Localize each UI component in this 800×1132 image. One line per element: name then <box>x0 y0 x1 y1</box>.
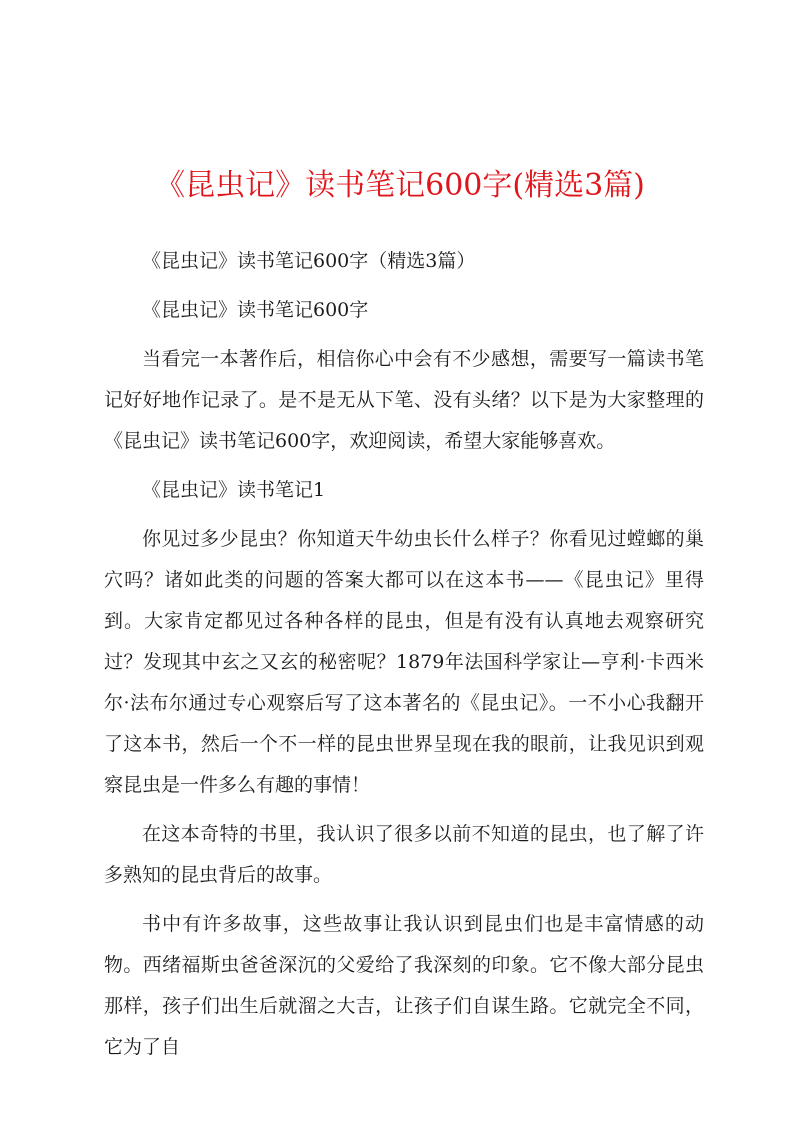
paragraph-subtitle: 《昆虫记》读书笔记600字（精选3篇） <box>142 250 476 272</box>
paragraph-heading: 《昆虫记》读书笔记600字 <box>142 299 369 321</box>
paragraph-section-heading: 《昆虫记》读书笔记1 <box>142 479 326 501</box>
paragraph-intro: 当看完一本著作后，相信你心中会有不少感想，需要写一篇读书笔记好好地作记录了。是不是无从下笔、没有头绪？以下是为大家整理的《昆虫记》读书笔记600字，欢迎阅读，希望大家能够喜欢。 <box>104 348 704 452</box>
paragraph-body-3: 书中有许多故事，这些故事让我认识到昆虫们也是丰富情感的动物。西绪福斯虫爸爸深沉的父爱给了我深刻的印象。它不像大部分昆虫那样，孩子们出生后就溜之大吉，让孩子们自谋生路。它就完全不同，它为了自 <box>104 913 704 1058</box>
paragraph-body-1: 你见过多少昆虫？你知道天牛幼虫长什么样子？你看见过螳螂的巢穴吗？诸如此类的问题的答案大都可以在这本书——《昆虫记》里得到。大家肯定都见过各种各样的昆虫，但是有没有认真地去观察研究过？发现其中玄之又玄的秘密呢？1879年法国科学家让—亨利·卡西米尔·法布尔通过专心观察后写了这本著名的《昆虫记》。一不小心我翻开了这本书，然后一个不一样的昆虫世界呈现在我的眼前，让我见识到观察昆虫是一件多么有趣的事情！ <box>104 528 704 796</box>
document-title: 《昆虫记》读书笔记600字(精选3篇) <box>155 168 645 203</box>
paragraph-body-2: 在这本奇特的书里，我认识了很多以前不知道的昆虫，也了解了许多熟知的昆虫背后的故事。 <box>104 823 704 886</box>
document-body <box>104 241 704 1076</box>
